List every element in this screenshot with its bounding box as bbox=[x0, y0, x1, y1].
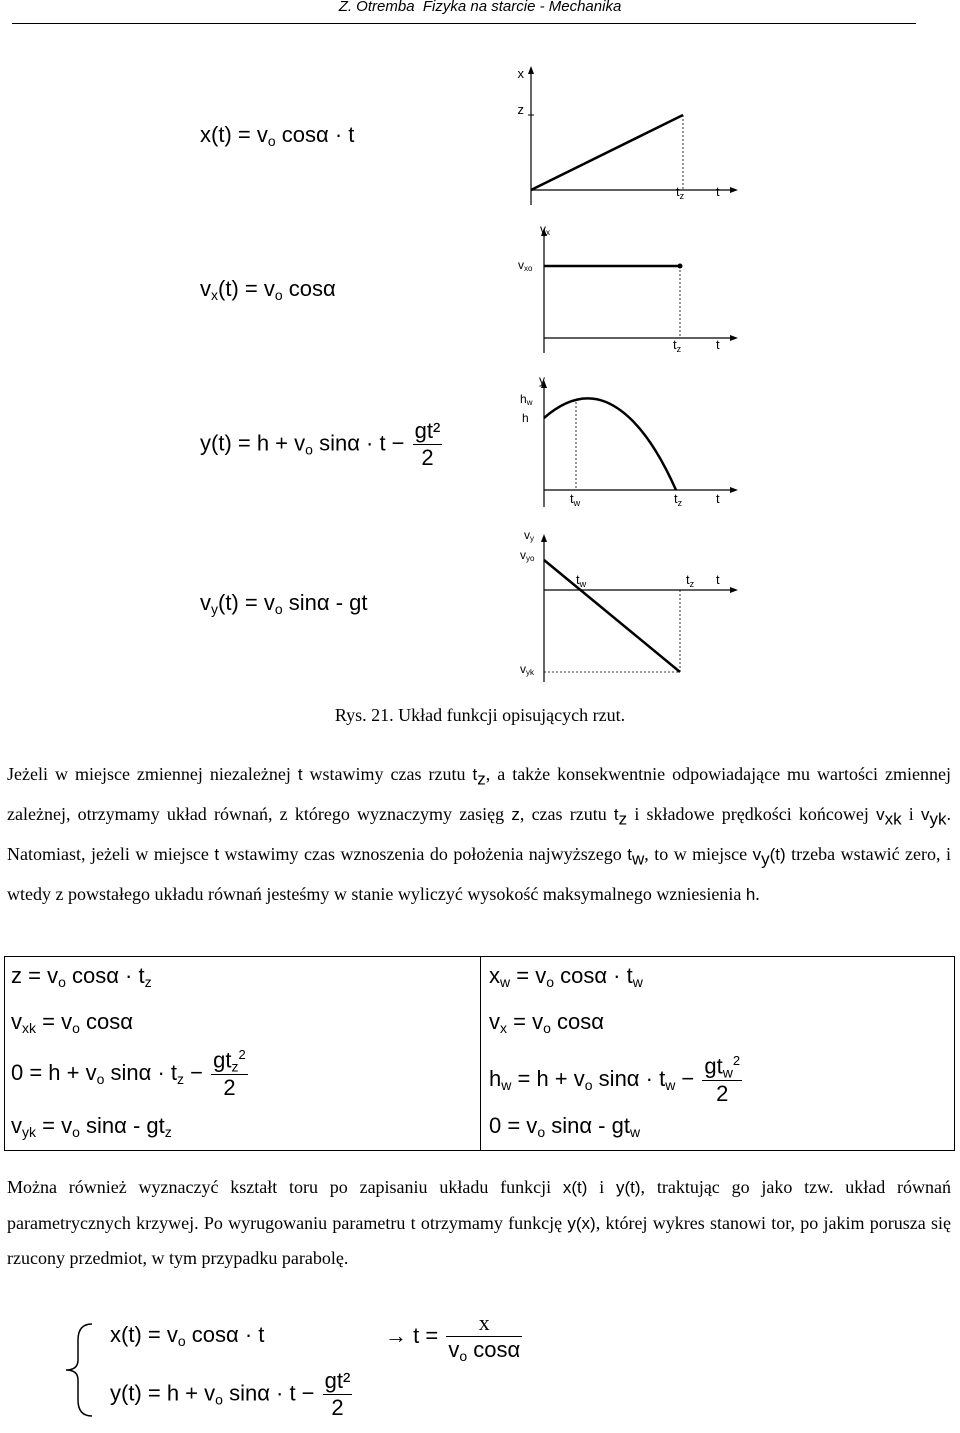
g4-y-mark-vyk: vyk bbox=[520, 662, 534, 677]
right-eq-vx: $v_x = v_o$ cosα bbox=[489, 1009, 604, 1036]
system-eq-x: $x(t) = v_o$ cosα · t bbox=[110, 1322, 265, 1349]
g2-axis-t-label: t bbox=[716, 337, 720, 352]
graph-vy-of-t bbox=[500, 522, 740, 687]
system-eq-y: $y(t) = h + v_o$ sinα · t − $\frac{\text{gt²}}{2}$ bbox=[110, 1368, 351, 1420]
right-eq-xw: $x_w = v_o$ $\cos\alpha \cdot t_w$ bbox=[489, 963, 643, 990]
arrow-icon: → bbox=[385, 1322, 407, 1348]
eq1-sub: o bbox=[267, 133, 276, 149]
page-header bbox=[0, 0, 960, 30]
equation-vy-of-t: $v_y(t) = v_o$ sinα - gt bbox=[200, 590, 368, 617]
g4-t-mark-tw: $t_w$ bbox=[576, 572, 587, 589]
equations-table bbox=[4, 956, 955, 1151]
equation-y-of-t: $y(t) = h + v_o$ sinα · t − $\frac{\text{gt²}}{2}$ bbox=[200, 418, 441, 470]
g3-y-mark-hw: hw bbox=[520, 392, 533, 407]
g2-y-mark: vxo bbox=[518, 258, 533, 273]
g1-y-mark: z bbox=[517, 102, 524, 117]
left-eq-height: $0 = h + v_o$ $\sin\alpha \cdot t_z$ − $\frac{gt_z^2}{2}$ bbox=[11, 1047, 246, 1101]
left-brace bbox=[60, 1320, 100, 1420]
g1-axis-t-label: t bbox=[716, 184, 720, 199]
g4-y-mark-vyo: vyo bbox=[520, 548, 535, 563]
eq1-head: x(t) = v bbox=[200, 122, 268, 147]
g3-t-mark-tz: $t_z$ bbox=[674, 491, 683, 508]
paragraph-2: Można również wyznaczyć kształt toru po zapisaniu układu funkcji x(t) i y(t), traktując go jako tzw. układ równań parametrycznych krzywej. Po wyrugowaniu parametru t otrzymamy funkcję y(x), której wykres stanowi tor, po jakim porusza się rzucony przedmiot, w tym przypadku parabolę. bbox=[7, 1177, 951, 1268]
figure-caption: Rys. 21. Układ funkcji opisujących rzut. bbox=[334, 705, 626, 725]
header-title: Fizyka na starcie - Mechanika bbox=[422, 0, 622, 15]
header-text bbox=[0, 0, 960, 15]
graph-vx-of-t bbox=[500, 218, 740, 358]
g1-axis-y-label: x bbox=[517, 66, 524, 81]
left-eq-vyk: $v_{yk} = v_o$ sinα - $gt_z$ bbox=[11, 1113, 172, 1140]
header-author: Z. Otremba bbox=[338, 0, 415, 15]
left-eq-range: $z = v_o$ $\cos\alpha \cdot t_z$ bbox=[11, 963, 152, 990]
header-rule bbox=[12, 23, 916, 24]
equation-x-of-t bbox=[200, 122, 354, 149]
g3-t-mark-tw: $t_w$ bbox=[570, 491, 581, 508]
g1-t-mark: $t_z$ bbox=[676, 184, 685, 201]
g3-axis-y-label: y bbox=[539, 373, 545, 387]
right-eq-vy-zero: $0 = v_o$ sinα - $gt_w$ bbox=[489, 1113, 641, 1140]
g4-axis-y-label: vy bbox=[524, 528, 534, 543]
g3-y-mark-h: h bbox=[522, 411, 529, 425]
graph-y-of-t bbox=[500, 372, 740, 512]
paragraph-1: Jeżeli w miejsce zmiennej niezależnej t wstawimy czas rzutu $t_z$, a także konsekwentnie odpowiadające mu wartości zmiennej zależnej, otrzymamy układ równań, z którego wyznaczymy zasięg z, czas rzutu $t_z$ i składowe prędkości końcowej $v_{xk}$ i $v_{yk}$. Natomiast, jeżeli w miejsce t wstawimy czas wznoszenia do położenia najwyższego $t_w$, to w miejsce $v_y(t)$ trzeba wstawić zero, i wtedy z powstałego układu równań jesteśmy w stanie wyliczyć wysokość maksymalnego wzniesienia h. bbox=[7, 764, 951, 905]
table-divider bbox=[480, 957, 481, 1150]
g2-axis-y-label: vx bbox=[540, 222, 550, 237]
right-eq-hw: $h_w = h + v_o$ $\sin\alpha \cdot t_w$ − $\frac{gt_w^2}{2}$ bbox=[489, 1053, 741, 1107]
equation-vx-of-t: $v_x(t) = v_o$ cosα bbox=[200, 276, 336, 303]
eq1-tail: cosα · t bbox=[275, 122, 355, 147]
g2-t-mark: $t_z$ bbox=[673, 337, 682, 354]
graph-x-of-t bbox=[500, 62, 740, 212]
left-eq-vxk: $v_{xk} = v_o$ cosα bbox=[11, 1009, 133, 1036]
g3-axis-t-label: t bbox=[716, 491, 720, 506]
g4-t-mark-tz: $t_z$ bbox=[686, 572, 695, 589]
system-eq-t: → t = $\frac{x}{v_o \cos\alpha}$ bbox=[385, 1310, 521, 1364]
g4-axis-t-label: t bbox=[716, 572, 720, 587]
